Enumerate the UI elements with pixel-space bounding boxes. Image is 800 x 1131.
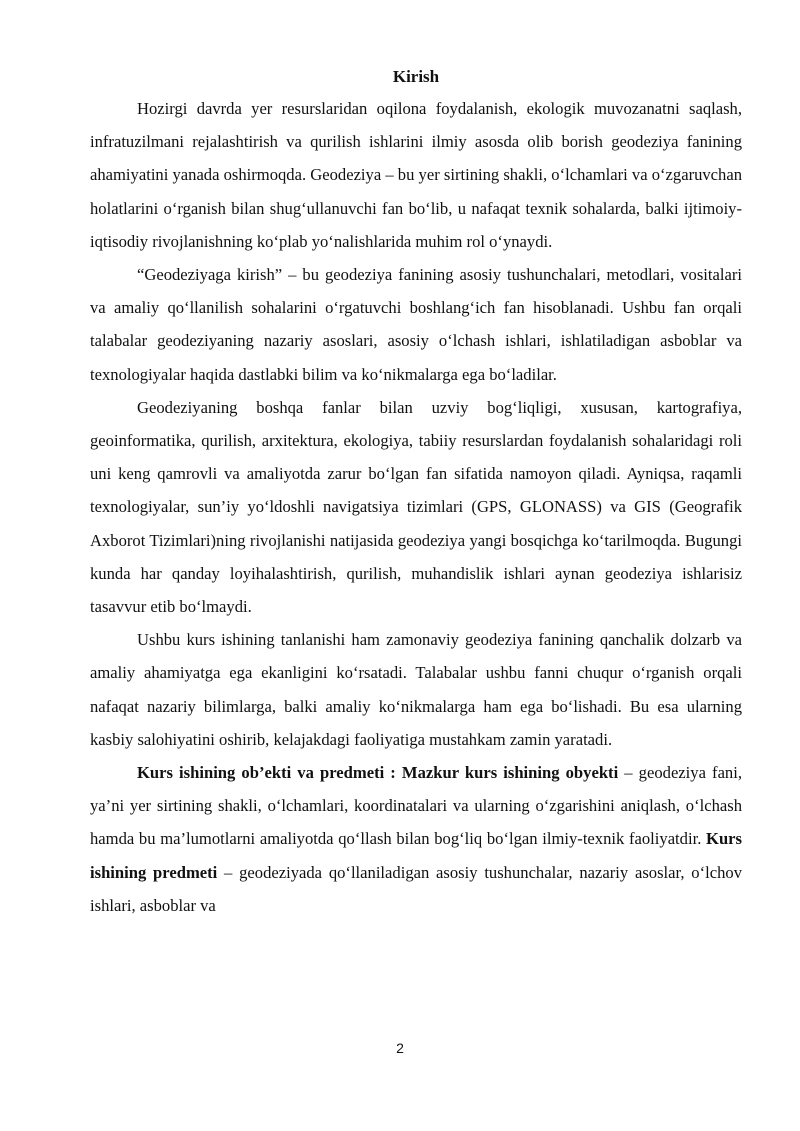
section-title: Kirish (392, 67, 440, 86)
object-text: – geodeziya fani, ya’ni yer sirtining shakli, o‘lchamlari, koordinatalari va ularning o‘zgarishini aniqlash, o‘lchash hamda bu ma’lumotlarni amaliyotda qo‘llash bilan bog‘liq bo‘lgan ilmiy-texnik faoliyatdir. (90, 763, 742, 849)
page-number: 2 (396, 1040, 404, 1056)
page-content (90, 62, 742, 922)
paragraph-5 (90, 756, 742, 922)
paragraph-1: Hozirgi davrda yer resurslaridan oqilona foydalanish, ekologik muvozanatni saqlash, infratuzilmani rejalashtirish va qurilish ishlarini ilmiy asosda olib borish geodeziya fanining ahamiyatini yanada oshirmoqda. Geodeziya – bu yer sirtining shakli, o‘lchamlari va o‘zgaruvchan holatlarini o‘rganish bilan shug‘ullanuvchi fan bo‘lib, u nafaqat texnik sohalarda, balki ijtimoiy-iqtisodiy rivojlanishning ko‘plab yo‘nalishlarida muhim rol o‘ynaydi. (90, 99, 743, 251)
paragraph-2: “Geodeziyaga kirish” – bu geodeziya fanining asosiy tushunchalari, metodlari, vositalari va amaliy qo‘llanilish sohalarini o‘rgatuvchi boshlang‘ich fan hisoblanadi. Ushbu fan orqali talabalar geodeziyaning nazariy asoslari, asosiy o‘lchash ishlari, ishlatiladigan asboblar va texnologiyalar haqida dastlabki bilim va ko‘nikmalarga ega bo‘ladilar. (90, 265, 742, 384)
paragraph-4: Ushbu kurs ishining tanlanishi ham zamonaviy geodeziya fanining qanchalik dolzarb va amaliy ahamiyatga ega ekanligini ko‘rsatadi. Talabalar ushbu fanni chuqur o‘rganish orqali nafaqat nazariy bilimlarga, balki amaliy ko‘nikmalarga ham ega bo‘lishadi. Bu esa ularning kasbiy salohiyatini oshirib, kelajakdagi faoliyatiga mustahkam zamin yaratadi. (90, 630, 742, 749)
paragraph-3: Geodeziyaning boshqa fanlar bilan uzviy bog‘liqligi, xususan, kartografiya, geoinformatika, qurilish, arxitektura, ekologiya, tabiiy resurslardan foydalanish sohalaridagi roli uni keng qamrovli va amaliyotda zarur bo‘lgan fan sifatida namoyon qiladi. Ayniqsa, raqamli texnologiyalar, sun’iy yo‘ldoshli navigatsiya tizimlari (GPS, GLONASS) va GIS (Geografik Axborot Tizimlari)ning rivojlanishi natijasida geodeziya yangi bosqichga ko‘tarilmoqda. Bugungi kunda har qanday loyihalashtirish, qurilish, muhandislik ishlari aynan geodeziya ishlarisiz tasavvur etib bo‘lmaydi. (90, 397, 742, 617)
subject-heading: Kurs ishining predmeti (90, 829, 742, 882)
object-heading: Kurs ishining ob’ekti va predmeti : Mazkur kurs ishining obyekti (137, 763, 619, 783)
subject-text: – geodeziyada qo‘llaniladigan asosiy tushunchalar, nazariy asoslar, o‘lchov ishlari, asboblar va (90, 862, 742, 915)
